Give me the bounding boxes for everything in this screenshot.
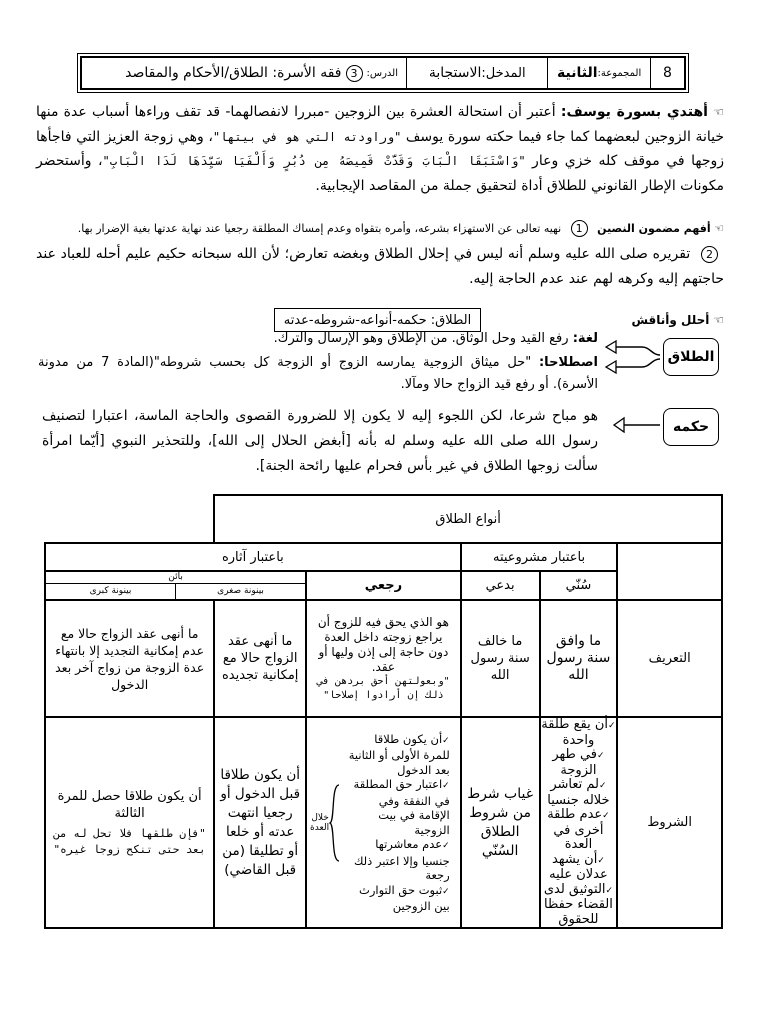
cond-sunni-item: ✓أن يقع طلقة واحدة [541, 717, 616, 748]
def-rajii-verse: "وبعولتهن أحق بردهن في ذلك إن أرادوا إصلاحا" [317, 675, 450, 701]
group-label: المجموعة: [597, 67, 642, 79]
lesson-number-circle: 3 [346, 65, 363, 82]
talaq-arrows [602, 337, 662, 377]
istilah-text: "حل ميثاق الزوجية يمارسه الزوج أو الزوجة كل بحسب شروطه"(المادة 7 من مدونة الأسرة). أو رفع قيد الزواج حالا ومآلا. [38, 355, 598, 392]
def-rajii: هو الذي يحق فيه للزوج أن يراجع زوجته داخل العدة دون حاجة إلى إذن وليها أو عقد. [317, 614, 449, 674]
entry-cell [406, 58, 547, 88]
arrow-head-lower [606, 361, 616, 373]
istilah-label: اصطلاحا: [538, 355, 598, 370]
cond-rajii-item: ✓عدم معاشرتها جنسيا وإلا اعتبر ذلك رجعة [353, 837, 450, 882]
checkmark-icon: ✓ [605, 885, 614, 896]
intro-lead: أهتدي بسورة يوسف: [560, 104, 708, 120]
hand-pointer-icon: ☜ [713, 313, 724, 327]
cond-rajii-item: ✓ثبوت حق التوارث بين الزوجين [359, 882, 450, 913]
group-cell [547, 58, 649, 88]
row-conditions-label: الشروط [647, 815, 692, 830]
talaq-label-box: الطلاق [663, 338, 719, 376]
hand-pointer-icon: ☜ [714, 222, 724, 235]
checkmark-icon: ✓ [442, 735, 450, 746]
row-definition-label-cell [617, 600, 722, 717]
cond-rajii-item: ✓اعتبار حق المطلقة في النفقة وفي الإقامة في بيت الزوجية [353, 777, 450, 837]
cond-sunni-item: ✓في طهر الزوجة [552, 747, 605, 778]
cond-sunni-item: ✓التوثيق لدى القضاء حفظا للحقوق [543, 881, 614, 927]
intro-text-1: أعتبر أن استحالة العشرة بين الزوجين -مبررا لانفصالهما- قد تقف وراءها أسباب عدة منها خيانة الزوجين لبعضهما كما جاء فيما حكته سورة يوسف [36, 104, 724, 145]
row-conditions-label-cell [617, 717, 722, 928]
cond-sughra: أن يكون طلاقا قبل الدخول أو رجعيا انتهت عدته أو خلعا أو تطليقا (من قبل القاضي) [214, 717, 306, 928]
cond-bidi: غياب شرط من شروط الطلاق السُنّي [461, 717, 540, 928]
lesson-header [80, 56, 686, 90]
col-rajii: رجعي [364, 578, 403, 593]
analyze-lead: أحلل وأناقش [631, 313, 710, 327]
lesson-title: فقه الأسرة: الطلاق/الأحكام والمقاصد [125, 65, 342, 81]
intro-verse-2: "وَاسْتَبَقَا الْبَابَ وَقَدَّتْ قَمِيصَهُ مِن دُبُرٍ وَأَلْفَيَا سَيِّدَهَا لَدَا الْبَابِ" [102, 154, 526, 168]
arrow-lower [614, 359, 660, 367]
arrow-upper [614, 347, 660, 355]
table-title: أنواع الطلاق [435, 511, 501, 527]
hukm-text: هو مباح شرعا، لكن اللجوء إليه لا يكون إلا للضرورة القصوى والحاجة الماسة، اعتبارا لتصنيف رسول الله صلى الله عليه وسلم له بأنه [أبغض الحلال إلى الله]، وللتحذير النبوي [أيّما امرأة سألت زوجها الطلاق في غير بأس فحرام عليها رائحة الجنة]. [42, 408, 598, 474]
by-legitimacy: باعتبار مشروعيته [492, 549, 586, 565]
by-effects: باعتبار آثاره [221, 549, 284, 565]
def-sughra: ما أنهى عقد الزواج حالا مع إمكانية تجديده [214, 600, 306, 717]
by-effects-cell [45, 543, 461, 571]
cond-kubra: أن يكون طلاقا حصل للمرة الثالثة [57, 788, 202, 821]
checkmark-icon: ✓ [602, 811, 610, 821]
lugha-text: رفع القيد وحل الوثاق. من الإطلاق وهو الإرسال والترك. [273, 331, 573, 346]
topic-box: الطلاق: حكمه-أنواعه-شروطه-عدته [274, 308, 481, 332]
intro-text-3: ، وأستحضر مكونات الإطار القانوني للطلاق أداة لتحقيق جملة من المقاصد الإيجابية. [36, 153, 724, 194]
entry-value: الاستجابة [428, 65, 482, 81]
by-legitimacy-cell [461, 543, 618, 571]
cond-rajii-list [341, 728, 456, 918]
col-sunni-cell [540, 571, 618, 600]
col-sughra: بينونة صغرى [175, 584, 305, 599]
cond-kubra-cell [45, 717, 214, 928]
entry-label: المدخل: [481, 65, 526, 81]
empty-cell [617, 571, 722, 600]
col-bidi-cell [461, 571, 540, 600]
arrow-head [614, 418, 624, 432]
def-kubra: ما أنهى عقد الزواج حالا مع عدم إمكانية التجديد إلا بانتهاء عدة الزوجة من زواج آخر بعد الدخول [45, 600, 214, 717]
intro-text-2: ، وهي زوجة العزيز التي فاجأها زوجها في موقف كله خزي وعار [36, 128, 725, 169]
bain-label: بائن [46, 572, 305, 584]
def-sunni: ما وافق سنة رسول الله [540, 600, 618, 717]
item-1-circle: 1 [571, 220, 588, 237]
checkmark-icon: ✓ [442, 781, 450, 791]
checkmark-icon: ✓ [442, 841, 450, 851]
table-corner [45, 495, 214, 543]
bain-cell [45, 571, 306, 600]
def-rajii-cell [306, 600, 461, 717]
item-2-circle: 2 [701, 246, 718, 263]
table-title-cell [214, 495, 722, 543]
col-sunni: سُنّي [565, 578, 592, 593]
def-bidi: ما خالف سنة رسول الله [461, 600, 540, 717]
hand-pointer-icon: ☜ [713, 105, 725, 119]
col-kubra: بينونة كبرى [89, 586, 132, 596]
lesson-label: الدرس: [366, 67, 398, 79]
checkmark-icon: ✓ [597, 855, 605, 866]
cond-sunni-item: ✓لم تعاشر خلاله جنسيا [547, 777, 610, 808]
understand-item-1: نهيه تعالى عن الاستهزاء بشرعه، وأمره بتقواه وعدم إمساك المطلقة رجعيا عند نهاية عدتها بغية الإضرار بها. [77, 222, 562, 235]
hukm-label-box: حكمه [663, 408, 719, 446]
curly-brace-icon [329, 783, 341, 863]
checkmark-icon: ✓ [599, 781, 607, 791]
col-bidi: بدعي [485, 578, 515, 593]
hukm-arrow [610, 410, 662, 440]
cond-rajii-item: ✓أن يكون طلاقا للمرة الأولى أو الثانية بعد الدخول [348, 731, 450, 777]
cond-sunni-item: ✓عدم طلقة أخرى في العدة [547, 807, 610, 852]
understand-item-2: تقريره صلى الله عليه وسلم أنه ليس في إحلال الطلاق وبغضه تعارض؛ لأن الله سبحانه حكيم عليم أحله للعباد عند حاجتهم إليه وكرهه لهم عند عدم الحاجة إليه. [36, 246, 724, 287]
cond-kubra-verse: "فإن طلقها فلا تحل له من بعد حتى تنكح زوجا غيره" [53, 826, 206, 856]
lesson-number: 8 [650, 58, 684, 88]
cond-sunni-cell [540, 717, 618, 928]
istilah-line [38, 352, 598, 396]
lugha-label: لغة: [572, 331, 598, 346]
understand-line-1 [36, 220, 724, 238]
understand-lead: أفهم مضمون النصين [597, 222, 711, 235]
lesson-cell [82, 58, 406, 88]
empty-cell [617, 543, 722, 571]
intro-verse-1: "وراودته التي هو في بيتها" [212, 129, 402, 144]
talaq-types-table [44, 494, 723, 929]
cond-rajii-cell [306, 717, 461, 928]
checkmark-icon: ✓ [442, 886, 450, 897]
checkmark-icon: ✓ [597, 751, 605, 761]
intro-paragraph [36, 100, 724, 198]
understand-line-2 [36, 242, 724, 292]
group-value: الثانية [557, 65, 598, 81]
row-definition-label: التعريف [648, 651, 691, 666]
lugha-line [168, 329, 598, 349]
cond-sunni-item: ✓أن يشهد عدلان عليه [549, 851, 608, 882]
arrow-head-upper [606, 341, 616, 353]
cond-rajii-note: خلال العدة [310, 812, 330, 833]
checkmark-icon: ✓ [608, 721, 616, 731]
col-rajii-cell [306, 571, 461, 600]
